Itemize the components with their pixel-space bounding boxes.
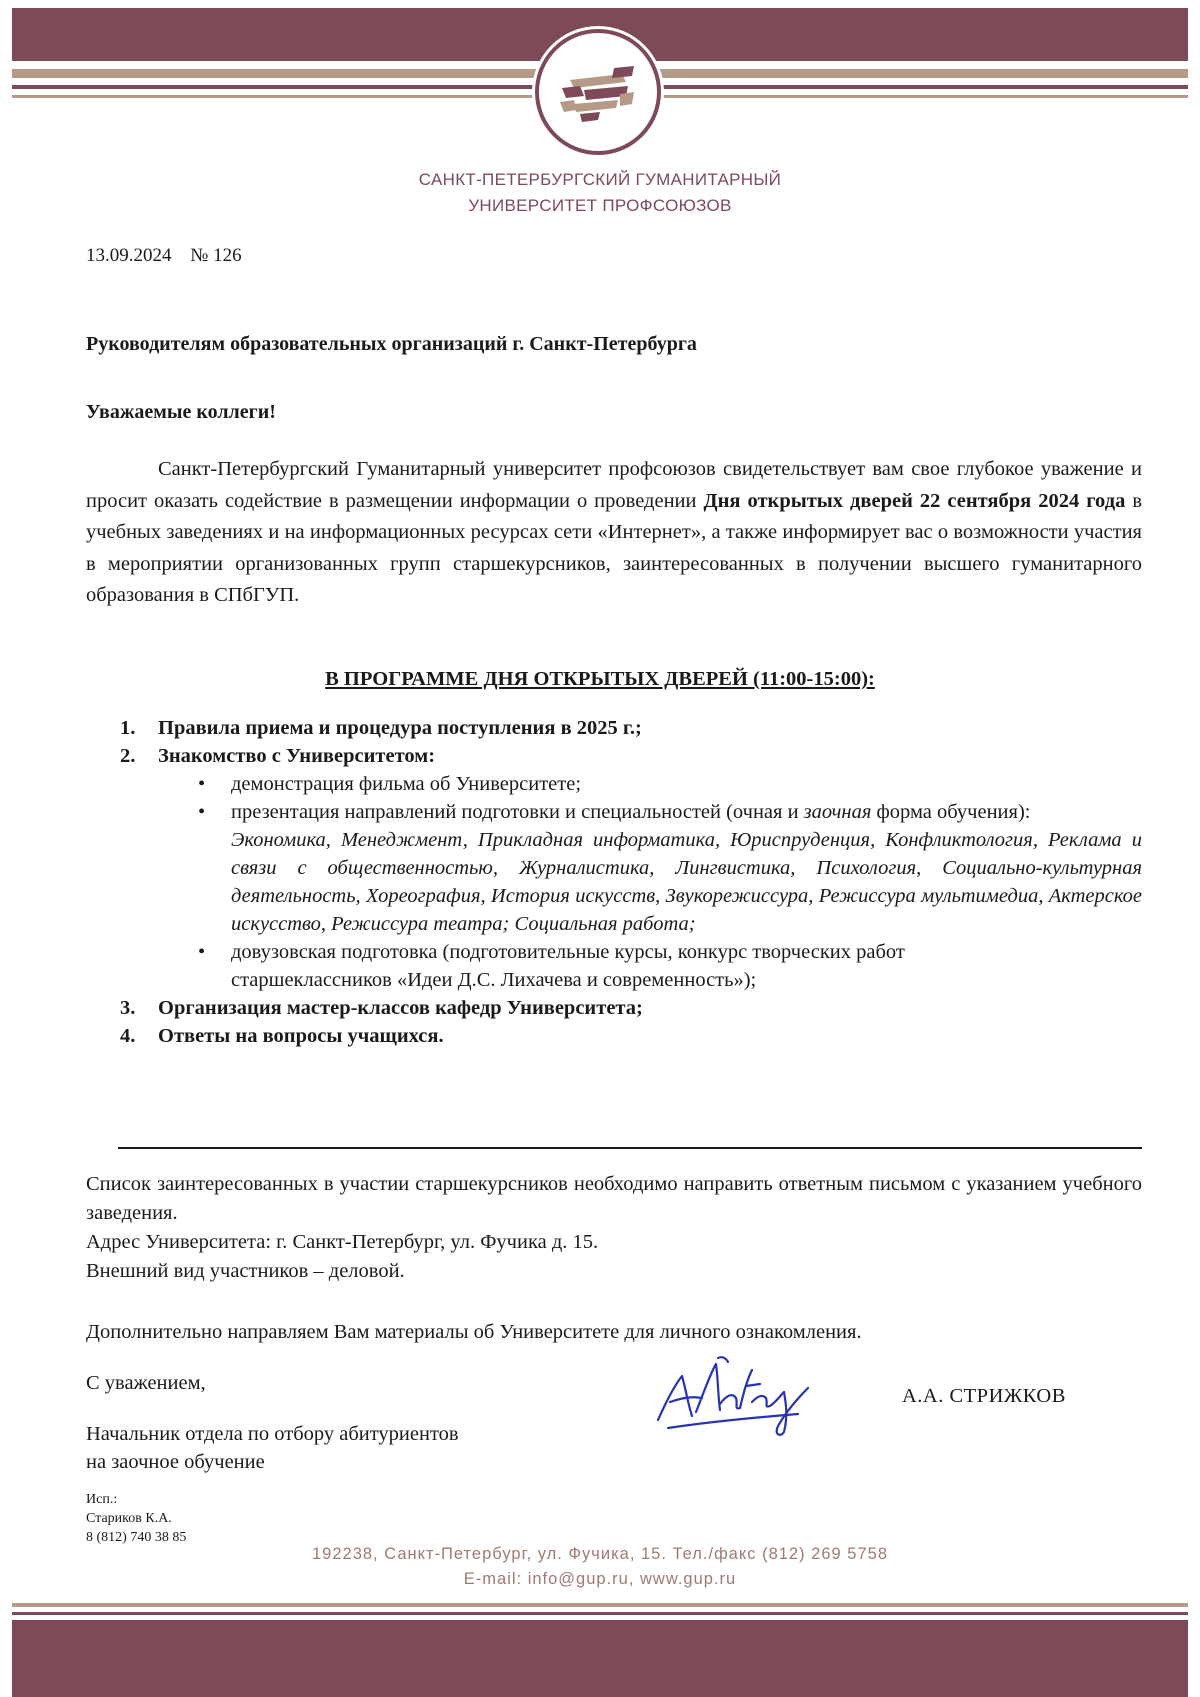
program-item-number: 1. [120, 717, 136, 739]
letter-recipient: Руководителям образовательных организаций г. Санкт-Петербурга [86, 333, 697, 355]
program-item-text: Знакомство с Университетом: [158, 745, 436, 767]
intro-paragraph [86, 454, 1142, 612]
university-name-line2: УНИВЕРСИТЕТ ПРОФСОЮЗОВ [468, 196, 732, 215]
program-item [86, 742, 1142, 770]
regards: С уважением, [86, 1372, 206, 1394]
letter-number: № 126 [190, 245, 242, 266]
materials-note: Дополнительно направляем Вам материалы об Университете для личного ознакомления. [86, 1321, 862, 1343]
program-subitem [86, 770, 1142, 798]
program-subitem-text: демонстрация фильма об Университете; [231, 773, 582, 795]
program-subitem-emphasis: заочная [803, 801, 872, 823]
university-logo [530, 24, 666, 160]
logo-emblem-icon [530, 24, 666, 160]
program-title: В ПРОГРАММЕ ДНЯ ОТКРЫТЫХ ДВЕРЕЙ (11:00-15:00): [325, 668, 875, 690]
letter-salutation: Уважаемые коллеги! [86, 401, 276, 423]
footer-contacts: E-mail: info@gup.ru, www.gup.ru [463, 1570, 737, 1588]
program-item-text: Организация мастер-классов кафедр Университета; [158, 997, 643, 1019]
dress-code-note: Внешний вид участников – деловой. [86, 1260, 405, 1282]
closing-notes [86, 1170, 1142, 1286]
executor-phone: 8 (812) 740 38 85 [86, 1530, 187, 1545]
handwritten-signature [648, 1352, 814, 1440]
footer-band [12, 1620, 1188, 1697]
open-day-date-highlight: Дня открытых дверей 22 сентября 2024 года [703, 489, 1126, 512]
university-address-note: Адрес Университета: г. Санкт-Петербург, ул. Фучика д. 15. [86, 1231, 599, 1253]
program-subitem-text: старшеклассников «Идеи Д.С. Лихачева и современность»); [231, 969, 757, 991]
program-item-number: 3. [120, 997, 136, 1019]
program-subitem [86, 798, 1142, 826]
program-subitem-text: форма обучения): [871, 801, 1031, 823]
letter-date: 13.09.2024 [86, 245, 172, 266]
intro-text: Санкт-Петербургский Гуманитарный университет профсоюзов свидетельствует вам свое глубокое уважение и просит оказать содействие в размещении информации о проведении [86, 458, 1142, 512]
program-item [86, 714, 1142, 742]
bullet-icon: • [198, 773, 206, 795]
bullet-icon: • [198, 941, 206, 963]
program-item [86, 994, 1142, 1022]
program-item-text: Ответы на вопросы учащихся. [158, 1025, 444, 1047]
signer-position [86, 1420, 459, 1476]
footer-stripe [12, 1603, 1188, 1607]
executor-name: Стариков К.А. [86, 1511, 172, 1526]
signer-position-line: на заочное обучение [86, 1451, 265, 1473]
bullet-icon: • [198, 801, 206, 823]
university-name-line1: САНКТ-ПЕТЕРБУРГСКИЙ ГУМАНИТАРНЫЙ [418, 170, 782, 189]
signer-name: А.А. СТРИЖКОВ [902, 1385, 1066, 1407]
program-item-number: 2. [120, 745, 136, 767]
specialties-list: Экономика, Менеджмент, Прикладная информатика, Юриспруденция, Конфликтология, Реклама и связи с общественностью, Журналистика, Лингвистика, Психология, Социально-культурная деятельность, Хореография, История искусств, Звукорежиссура, Режиссура мультимедиа, Актерское искусство, Режиссура театра; Социальная работа; [231, 829, 1142, 935]
executor-label: Исп.: [86, 1492, 118, 1507]
intro-text: в учебных заведениях и на информационных ресурсах сети «Интернет», а также информирует вас о возможности участия в мероприятии организованных групп старшекурсников, заинтересованных в получении высшего гуманитарного образования в СПбГУП. [86, 489, 1142, 606]
divider-line [118, 1147, 1142, 1149]
footer-stripe [12, 1612, 1188, 1615]
footer-address: 192238, Санкт-Петербург, ул. Фучика, 15. Тел./факс (812) 269 5758 [311, 1545, 889, 1563]
program-item [86, 1022, 1142, 1050]
signer-position-line: Начальник отдела по отбору абитуриентов [86, 1423, 459, 1445]
letter-meta [86, 245, 256, 267]
program-item-number: 4. [120, 1025, 136, 1047]
program-list [86, 714, 1142, 1050]
program-item-text: Правила приема и процедура поступления в 2025 г.; [158, 717, 642, 739]
signature-icon [648, 1352, 814, 1440]
program-subitem [86, 938, 1142, 994]
program-subitem-text: презентация направлений подготовки и специальностей (очная и [231, 801, 804, 823]
participants-list-note: Список заинтересованных в участии старшекурсников необходимо направить ответным письмом с указанием учебного заведения. [86, 1173, 1142, 1224]
executor-block [86, 1490, 186, 1547]
program-subitem-text: довузовская подготовка (подготовительные курсы, конкурс творческих работ [231, 941, 905, 963]
